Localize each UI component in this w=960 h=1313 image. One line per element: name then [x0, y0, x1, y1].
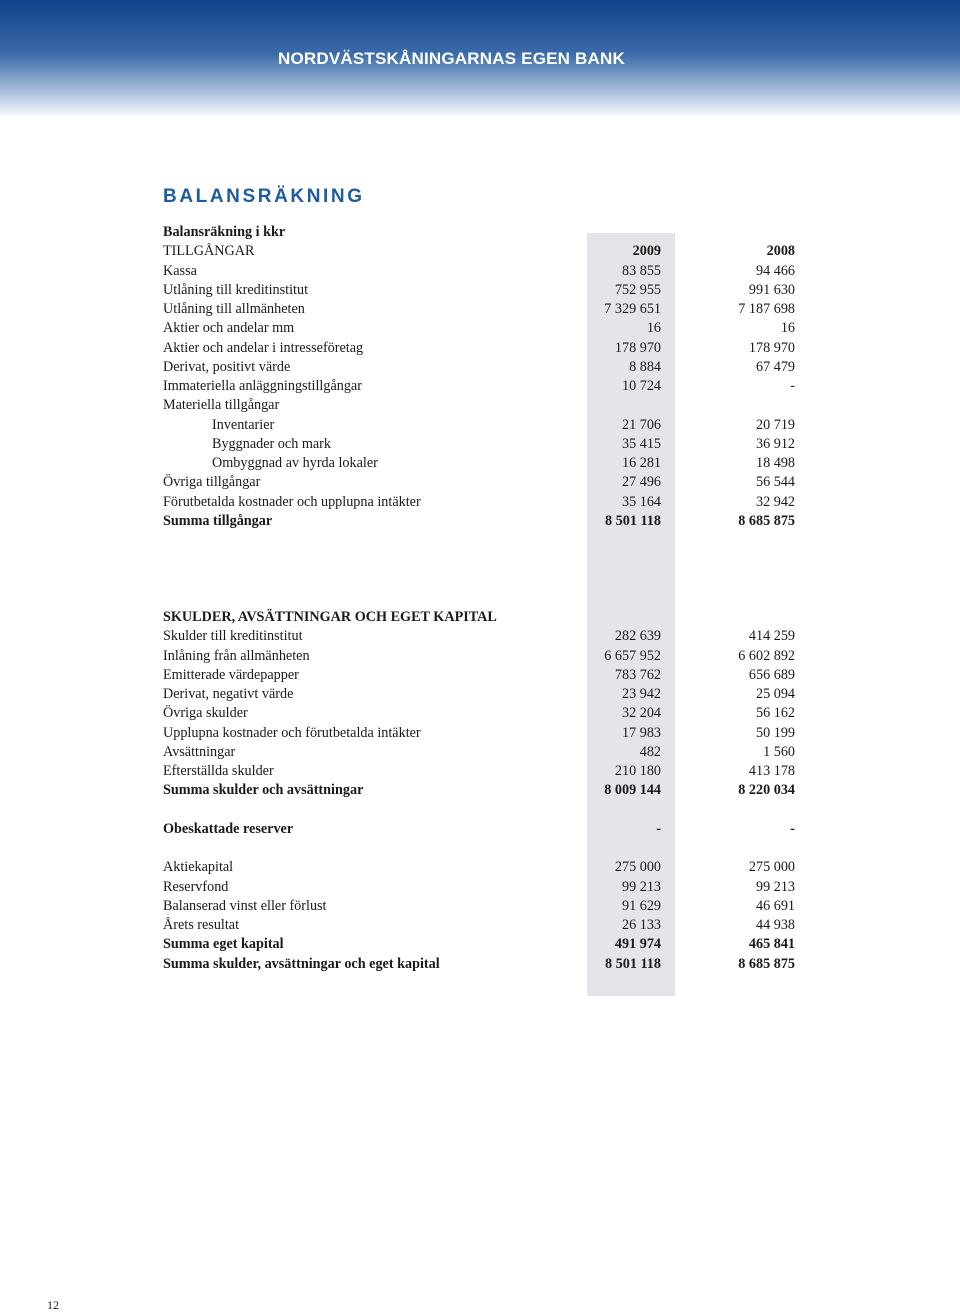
value-2009: 8 884 — [629, 358, 661, 375]
value-2009: 6 657 952 — [604, 647, 661, 664]
table-row — [163, 435, 803, 454]
value-2008: 32 942 — [755, 493, 795, 510]
value-2008: 7 187 698 — [738, 301, 795, 317]
value-2009: 16 281 — [621, 455, 661, 471]
value-2008: 16 — [780, 320, 795, 337]
table-row — [163, 358, 803, 377]
value-2009: - — [656, 820, 661, 837]
value-2009: 8 501 118 — [605, 955, 661, 972]
value-2009: 83 855 — [621, 262, 661, 279]
row-label: Immateriella anläggningstillgångar — [163, 378, 362, 394]
row-spacer — [163, 801, 803, 820]
value-2009: 16 — [646, 320, 661, 337]
value-2009: 282 639 — [614, 628, 661, 645]
row-label: Materiella tillgångar — [163, 397, 280, 414]
row-label: Summa skulder, avsättningar och eget kapital — [163, 955, 440, 972]
value-2008: 414 259 — [748, 628, 795, 645]
table-row — [163, 262, 803, 281]
total-assets-row — [163, 512, 803, 531]
page-number: 12 — [47, 1298, 59, 1312]
row-label: Skulder till kreditinstitut — [163, 628, 303, 645]
table-row — [163, 858, 803, 877]
value-2009: 27 496 — [621, 474, 661, 491]
row-label: Inventarier — [212, 416, 275, 433]
value-2008: 94 466 — [755, 262, 795, 279]
section-title: BALANSRÄKNING — [163, 186, 365, 207]
value-2009: 21 706 — [621, 416, 661, 433]
table-row — [163, 762, 803, 781]
table-row — [163, 878, 803, 897]
year-2009-header: 2009 — [632, 243, 661, 260]
untaxed-reserves-row — [163, 820, 803, 839]
value-2008: 56 544 — [755, 474, 795, 491]
row-label: Utlåning till kreditinstitut — [163, 281, 309, 298]
table-row — [163, 473, 803, 492]
total-equity-row — [163, 935, 803, 954]
value-2008: 36 912 — [755, 435, 795, 452]
bank-name: NORDVÄSTSKÅNINGARNAS EGEN BANK — [278, 49, 625, 68]
value-2009: 491 974 — [614, 936, 661, 953]
row-label: Efterställda skulder — [163, 763, 274, 779]
value-2008: 44 938 — [755, 917, 795, 933]
table-row — [163, 319, 803, 338]
table-row — [163, 416, 803, 435]
section-spacer — [163, 531, 803, 608]
value-2009: 23 942 — [621, 686, 661, 702]
row-label: Balanserad vinst eller förlust — [163, 897, 327, 914]
table-row — [163, 743, 803, 762]
value-2009: 482 — [639, 743, 661, 760]
liabilities-heading: SKULDER, AVSÄTTNINGAR OCH EGET KAPITAL — [163, 609, 497, 625]
row-label: Obeskattade reserver — [163, 820, 294, 837]
balance-sheet-table — [163, 223, 803, 974]
table-row — [163, 724, 803, 743]
value-2008: 8 685 875 — [738, 512, 795, 529]
value-2008: 465 841 — [748, 936, 795, 953]
value-2009: 32 204 — [621, 705, 661, 722]
row-label: Inlåning från allmänheten — [163, 647, 310, 664]
table-row — [163, 916, 803, 935]
row-label: Emitterade värdepapper — [163, 666, 299, 683]
value-2009: 8 501 118 — [605, 512, 661, 529]
table-row — [163, 897, 803, 916]
table-row — [163, 377, 803, 396]
table-row — [163, 647, 803, 666]
row-label: Ombyggnad av hyrda lokaler — [212, 455, 378, 471]
year-2008-header: 2008 — [766, 243, 795, 260]
row-label: Övriga skulder — [163, 705, 248, 722]
table-subtitle: Balansräkning i kkr — [163, 224, 286, 240]
value-2008: 275 000 — [748, 859, 795, 876]
row-label: Aktiekapital — [163, 859, 234, 876]
row-label: Summa eget kapital — [163, 936, 284, 953]
row-label: Summa tillgångar — [163, 512, 273, 529]
value-2008: 20 719 — [755, 416, 795, 433]
table-row — [163, 666, 803, 685]
value-2008: 8 685 875 — [738, 955, 795, 972]
value-2009: 275 000 — [614, 859, 661, 876]
row-label: Avsättningar — [163, 743, 236, 760]
value-2009: 783 762 — [614, 666, 661, 683]
row-label: Årets resultat — [163, 917, 240, 933]
value-2008: 56 162 — [755, 705, 795, 722]
table-row — [163, 396, 803, 415]
value-2008: - — [790, 378, 795, 394]
value-2009: 26 133 — [621, 917, 661, 933]
value-2008: 8 220 034 — [738, 782, 795, 799]
table-row — [163, 685, 803, 704]
table-row — [163, 627, 803, 646]
value-2009: 91 629 — [621, 897, 661, 914]
value-2009: 35 415 — [621, 435, 661, 452]
value-2008: 6 602 892 — [738, 647, 795, 664]
value-2009: 17 983 — [621, 724, 661, 741]
value-2008: 50 199 — [755, 724, 795, 741]
value-2008: 178 970 — [748, 339, 795, 356]
row-label: Övriga tillgångar — [163, 474, 261, 491]
total-liabilities-row — [163, 781, 803, 800]
table-row — [163, 281, 803, 300]
value-2008: 413 178 — [748, 763, 795, 779]
value-2008: 99 213 — [755, 878, 795, 895]
row-label: Kassa — [163, 262, 197, 279]
value-2009: 99 213 — [621, 878, 661, 895]
row-spacer — [163, 839, 803, 858]
grand-total-row — [163, 955, 803, 974]
assets-heading: TILLGÅNGAR — [163, 243, 255, 260]
value-2008: 1 560 — [763, 743, 795, 760]
row-label: Upplupna kostnader och förutbetalda intäkter — [163, 724, 421, 741]
liabilities-header-row — [163, 608, 803, 627]
value-2009: 210 180 — [614, 763, 661, 779]
value-2009: 178 970 — [614, 339, 661, 356]
value-2008: 18 498 — [755, 455, 795, 471]
row-label: Förutbetalda kostnader och upplupna intäkter — [163, 493, 421, 510]
value-2008: 67 479 — [755, 358, 795, 375]
value-2009: 35 164 — [621, 493, 661, 510]
value-2008: 25 094 — [755, 686, 795, 702]
value-2008: - — [790, 820, 795, 837]
row-label: Derivat, positivt värde — [163, 358, 291, 375]
table-subtitle-row — [163, 223, 803, 242]
table-row — [163, 493, 803, 512]
row-label: Summa skulder och avsättningar — [163, 782, 364, 799]
row-label: Aktier och andelar i intresseföretag — [163, 339, 364, 356]
value-2008: 656 689 — [748, 666, 795, 683]
assets-header-row — [163, 242, 803, 261]
table-row — [163, 300, 803, 319]
value-2009: 8 009 144 — [604, 782, 661, 799]
row-label: Derivat, negativt värde — [163, 686, 294, 702]
table-row — [163, 454, 803, 473]
table-row — [163, 704, 803, 723]
value-2009: 752 955 — [614, 281, 661, 298]
row-label: Reservfond — [163, 878, 229, 895]
value-2009: 10 724 — [621, 378, 661, 394]
row-label: Byggnader och mark — [212, 435, 331, 452]
value-2008: 46 691 — [755, 897, 795, 914]
value-2009: 7 329 651 — [604, 301, 661, 317]
row-label: Utlåning till allmänheten — [163, 301, 305, 317]
row-label: Aktier och andelar mm — [163, 320, 295, 337]
value-2008: 991 630 — [748, 281, 795, 298]
table-row — [163, 339, 803, 358]
